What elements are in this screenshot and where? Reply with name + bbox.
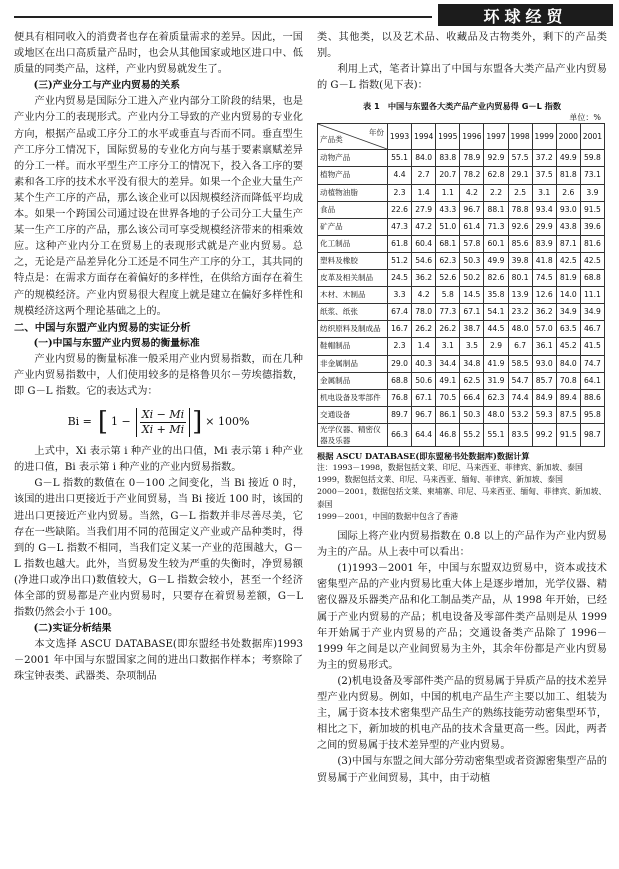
gl-value-cell: 91.5 [580, 201, 604, 218]
gl-value-cell: 13.9 [508, 287, 532, 304]
paragraph: 本文选择 ASCU DATABASE(即东盟经书处数据库)1993－2001 年中国与东盟国家之间的进出口数据作样本；考察除了珠宝钟表类、武器类、杂项制品 [14, 639, 303, 683]
gl-value-cell: 98.7 [580, 423, 604, 446]
product-category-cell: 食品 [318, 201, 388, 218]
product-category-cell: 鞋帽制品 [318, 338, 388, 355]
gl-value-cell: 4.2 [412, 287, 436, 304]
gl-value-cell: 35.8 [484, 287, 508, 304]
gl-value-cell: 99.2 [532, 423, 556, 446]
gl-value-cell: 66.3 [388, 423, 412, 446]
gl-value-cell: 83.5 [508, 423, 532, 446]
product-category-cell: 矿产品 [318, 218, 388, 235]
gl-value-cell: 83.9 [532, 235, 556, 252]
table-row [318, 201, 605, 218]
gl-value-cell: 47.2 [412, 218, 436, 235]
gl-value-cell: 73.1 [580, 167, 604, 184]
paragraph: (2)机电设备及零部件类产品的贸易属于异质产品的技术差异型产业内贸易。例如，中国的机电产品生产主要以加工、组装为主，属于资本技术密集型产品生产的熟练技能劳动密集型环节，相比之下，新加坡的机电产品的技术含量更高一些。因此，两者之间的贸易属于技术差异型的产业内贸易。 [317, 675, 607, 752]
gl-value-cell: 59.8 [580, 150, 604, 167]
gl-value-cell: 88.6 [580, 389, 604, 406]
gl-value-cell: 49.9 [556, 150, 580, 167]
gl-value-cell: 3.1 [532, 184, 556, 201]
table-note: 2000－2001，数据包括文莱、柬埔寨、印尼、马来西亚、缅甸、菲律宾、新加坡、泰国 [317, 487, 607, 509]
gl-value-cell: 48.0 [484, 406, 508, 423]
gl-value-cell: 83.8 [436, 150, 460, 167]
gl-value-cell: 6.7 [508, 338, 532, 355]
gl-value-cell: 36.2 [532, 304, 556, 321]
gl-value-cell: 84.9 [532, 389, 556, 406]
product-category-cell: 动物产品 [318, 150, 388, 167]
gl-value-cell: 44.5 [484, 321, 508, 338]
gl-value-cell: 81.9 [556, 270, 580, 287]
gl-value-cell: 61.4 [460, 218, 484, 235]
gl-value-cell: 53.2 [508, 406, 532, 423]
paragraph: 便具有相同收入的消费者也存在着质量需求的差异。因此，一国或地区在出口高质量产品时，也会从其他国家或地区进口中、低质量的同类产品，这样，产业内贸易就发生了。 [14, 32, 303, 76]
gl-value-cell: 62.5 [460, 372, 484, 389]
table-row [318, 218, 605, 235]
gl-value-cell: 93.0 [556, 201, 580, 218]
gl-index-formula [14, 400, 303, 444]
paragraph: 国际上将产业内贸易指数在 0.8 以上的产品作为产业内贸易为主的产品。从上表中可以看出： [317, 531, 607, 559]
table-year-header: 1993 [388, 124, 412, 150]
product-category-cell: 光学仪器、精密仪器及乐器 [318, 423, 388, 446]
formula-fraction [136, 408, 190, 437]
table-year-header: 2000 [556, 124, 580, 150]
gl-value-cell: 54.6 [412, 252, 436, 269]
table-row [318, 372, 605, 389]
gl-value-cell: 93.0 [532, 355, 556, 372]
formula-bracket-close: ] [192, 407, 203, 438]
table-header-row [318, 124, 605, 150]
gl-value-cell: 88.1 [484, 201, 508, 218]
gl-value-cell: 62.3 [436, 252, 460, 269]
gl-value-cell: 5.8 [436, 287, 460, 304]
product-category-cell: 纸浆、纸张 [318, 304, 388, 321]
product-category-cell: 皮革及相关制品 [318, 270, 388, 287]
table-note: 1999，数据包括文莱、印尼、马来西亚、缅甸、菲律宾、新加坡、泰国 [317, 475, 563, 485]
gl-value-cell: 57.5 [508, 150, 532, 167]
table-row [318, 184, 605, 201]
table-note: 1999－2001，中国的数据中包含了香港 [317, 511, 459, 521]
gl-value-cell: 50.6 [412, 372, 436, 389]
table-note: 注：1993－1998，数据包括文莱、印尼、马来西亚、菲律宾、新加坡、泰国 [317, 463, 583, 473]
gl-value-cell: 71.3 [484, 218, 508, 235]
gl-value-cell: 67.1 [412, 389, 436, 406]
gl-value-cell: 2.9 [484, 338, 508, 355]
gl-value-cell: 40.3 [412, 355, 436, 372]
gl-value-cell: 51.0 [436, 218, 460, 235]
gl-value-cell: 36.2 [412, 270, 436, 287]
gl-value-cell: 16.7 [388, 321, 412, 338]
formula-percent: × 100% [205, 415, 250, 429]
gl-value-cell: 74.5 [532, 270, 556, 287]
left-column [14, 30, 303, 686]
subsection-heading-2: (二)实证分析结果 [33, 623, 112, 635]
gl-value-cell: 68.8 [580, 270, 604, 287]
gl-value-cell: 4.4 [388, 167, 412, 184]
gl-value-cell: 3.3 [388, 287, 412, 304]
gl-value-cell: 3.1 [436, 338, 460, 355]
gl-value-cell: 38.7 [460, 321, 484, 338]
corner-label-year: 年份 [368, 128, 384, 138]
gl-value-cell: 91.5 [556, 423, 580, 446]
gl-value-cell: 26.2 [436, 321, 460, 338]
gl-value-cell: 86.1 [436, 406, 460, 423]
gl-value-cell: 45.2 [556, 338, 580, 355]
gl-value-cell: 51.2 [388, 252, 412, 269]
product-category-cell: 塑料及橡胶 [318, 252, 388, 269]
gl-value-cell: 31.9 [484, 372, 508, 389]
gl-value-cell: 3.5 [460, 338, 484, 355]
gl-value-cell: 50.3 [460, 406, 484, 423]
gl-value-cell: 77.3 [436, 304, 460, 321]
table-body [318, 150, 605, 447]
gl-value-cell: 2.5 [508, 184, 532, 201]
subsection-heading-3: (三)产业分工与产业内贸易的关系 [33, 80, 181, 92]
gl-value-cell: 96.7 [460, 201, 484, 218]
gl-value-cell: 29.1 [508, 167, 532, 184]
gl-value-cell: 2.7 [412, 167, 436, 184]
table-year-header: 1995 [436, 124, 460, 150]
journal-section-badge: 环球经贸 [438, 4, 613, 26]
table-row [318, 235, 605, 252]
table-year-header: 1998 [508, 124, 532, 150]
header-rule [14, 16, 432, 18]
paragraph: (1)1993－2001 年，中国与东盟双边贸易中，资本或技术密集型产品的产业内贸易比重大体上是逐步增加，光学仪器、精密仪器及乐器类产品和化工制品类产品，从 1998 年开始，已经属于产业内贸易的产品；机电设备及零部件类产品则是从 1999 年开始属于产业内贸易的产品；交通设备类产品除了 1996－1999 年之间是以产业间贸易为主外，其余年份都是产业内贸易为主的贸易形式。 [317, 563, 607, 671]
gl-value-cell: 68.8 [388, 372, 412, 389]
gl-value-cell: 64.4 [412, 423, 436, 446]
gl-value-cell: 66.4 [460, 389, 484, 406]
gl-value-cell: 92.6 [508, 218, 532, 235]
table-year-header: 1994 [412, 124, 436, 150]
paragraph: G－L 指数的数值在 0－100 之间变化，当 Bi 接近 0 时，该国的进出口更接近于产业间贸易，当 Bi 接近 100 时，该国的进出口更接近产业内贸易。当然，G－L 指数并非尽善尽美，它存在一些缺陷。当我们用不同的范围定义产业或产品种类时，得到的 G－L 指数不相同，当我们定义某一产业的范围越大，G－L 指数也越大。此外，当贸易发生较为严重的失衡时，净贸易额(净进口或净出口)数值较大，G－L 指数会较小，甚至一个经济体全部的贸易都是产业内贸易时，只要存在着贸易差额，G－L 指数仍然会小于 100。 [14, 478, 303, 619]
product-category-cell: 纺织原料及制成品 [318, 321, 388, 338]
gl-value-cell: 4.2 [460, 184, 484, 201]
gl-value-cell: 67.4 [388, 304, 412, 321]
gl-value-cell: 2.6 [556, 184, 580, 201]
gl-value-cell: 34.9 [580, 304, 604, 321]
gl-value-cell: 60.4 [412, 235, 436, 252]
product-category-cell: 交通设备 [318, 406, 388, 423]
gl-value-cell: 87.5 [556, 406, 580, 423]
gl-value-cell: 68.1 [436, 235, 460, 252]
gl-value-cell: 50.3 [460, 252, 484, 269]
gl-value-cell: 64.1 [580, 372, 604, 389]
paragraph: 产业内贸易是国际分工进入产业内部分工阶段的结果，也是产业内分工的表现形式。产业内分工导致的产业内贸易的专业化方向，根据产品或工序分工的水平或垂直与否而不同。垂直型生产工序分工情况下，国际贸易的专业化方向与基于要素禀赋差异的分工一样。而水平型生产工序分工的情况下，投入各工序的要素和各工序的技术水平没有很大的差异。如果一个企业大量生产某个生产工序的产品，那么该企业可以因规模经济而降低平均成本。如果一个跨国公司通过设在世界各地的子公司分工大量生产某一生产工序的产品，那么该公司可享受规模经济带来的相乘效应。这种产业内分工在贸易上的表现形式就是产业内贸易。总之，无论是产品差异化分工还是不同生产工序的分工，其共同的特点是：在需求方面存在着偏好的多样性，在供给方面存在着生产的规模经济。产业内贸易很大程度上就是建立在偏好多样性和规模经济这两个理论基础之上的。 [14, 96, 303, 317]
table-row [318, 406, 605, 423]
paragraph: 利用上式，笔者计算出了中国与东盟各大类产品产业内贸易的 G－L 指数(见下表)： [317, 64, 607, 92]
product-category-cell: 木材、木制品 [318, 287, 388, 304]
gl-value-cell: 58.5 [508, 355, 532, 372]
gl-index-table [317, 123, 605, 447]
gl-value-cell: 74.7 [580, 355, 604, 372]
table-row [318, 338, 605, 355]
formula-bracket-open: [ [97, 407, 109, 438]
table-row [318, 304, 605, 321]
gl-value-cell: 93.4 [532, 201, 556, 218]
gl-value-cell: 70.8 [556, 372, 580, 389]
gl-value-cell: 39.6 [580, 218, 604, 235]
gl-value-cell: 23.2 [508, 304, 532, 321]
table-row [318, 321, 605, 338]
gl-value-cell: 2.3 [388, 338, 412, 355]
gl-value-cell: 62.8 [484, 167, 508, 184]
gl-value-cell: 43.8 [556, 218, 580, 235]
product-category-cell: 金属制品 [318, 372, 388, 389]
gl-value-cell: 78.0 [412, 304, 436, 321]
table-row [318, 167, 605, 184]
formula-one: 1 − [111, 415, 131, 429]
gl-value-cell: 41.9 [484, 355, 508, 372]
gl-value-cell: 67.1 [460, 304, 484, 321]
gl-value-cell: 55.1 [484, 423, 508, 446]
gl-value-cell: 29.0 [388, 355, 412, 372]
table-year-header: 1997 [484, 124, 508, 150]
gl-value-cell: 37.5 [532, 167, 556, 184]
gl-value-cell: 82.6 [484, 270, 508, 287]
gl-value-cell: 46.7 [580, 321, 604, 338]
gl-value-cell: 50.2 [460, 270, 484, 287]
gl-value-cell: 1.4 [412, 184, 436, 201]
gl-value-cell: 41.8 [532, 252, 556, 269]
gl-value-cell: 80.1 [508, 270, 532, 287]
formula-numerator: Xi − Mi [141, 407, 185, 421]
gl-value-cell: 11.1 [580, 287, 604, 304]
table-corner-cell [318, 124, 388, 150]
gl-value-cell: 14.0 [556, 287, 580, 304]
gl-value-cell: 55.2 [460, 423, 484, 446]
gl-value-cell: 12.6 [532, 287, 556, 304]
gl-value-cell: 26.2 [412, 321, 436, 338]
gl-value-cell: 52.6 [436, 270, 460, 287]
gl-value-cell: 89.7 [388, 406, 412, 423]
gl-value-cell: 1.1 [436, 184, 460, 201]
gl-value-cell: 34.9 [556, 304, 580, 321]
gl-value-cell: 81.6 [580, 235, 604, 252]
table-source: 根据 ASCU DATABASE(即东盟秘书处数据库)数据计算 [317, 450, 530, 461]
gl-value-cell: 59.3 [532, 406, 556, 423]
gl-value-cell: 85.6 [508, 235, 532, 252]
gl-value-cell: 49.9 [484, 252, 508, 269]
gl-value-cell: 34.4 [436, 355, 460, 372]
gl-value-cell: 49.1 [436, 372, 460, 389]
gl-value-cell: 57.0 [532, 321, 556, 338]
gl-value-cell: 27.9 [412, 201, 436, 218]
gl-value-cell: 70.5 [436, 389, 460, 406]
paragraph: (3)中国与东盟之间大部分劳动密集型或者资源密集型产品的贸易属于产业间贸易，其中，由于动植 [317, 756, 607, 784]
gl-value-cell: 55.1 [388, 150, 412, 167]
table-caption: 表 1 中国与东盟各大类产品产业内贸易得 G－L 指数 [362, 101, 562, 112]
gl-value-cell: 85.7 [532, 372, 556, 389]
table-row [318, 270, 605, 287]
gl-value-cell: 62.3 [484, 389, 508, 406]
table-year-header: 2001 [580, 124, 604, 150]
gl-value-cell: 2.3 [388, 184, 412, 201]
product-category-cell: 机电设备及零部件 [318, 389, 388, 406]
gl-value-cell: 61.8 [388, 235, 412, 252]
paragraph: 产业内贸易的衡量标准一般采用产业内贸易指数，而在几种产业内贸易指数中，人们使用较多的是格鲁贝尔－劳埃德指数，即 G－L 指数。它的表达式为： [14, 353, 303, 398]
formula-lhs: Bi = [67, 415, 92, 429]
gl-value-cell: 47.3 [388, 218, 412, 235]
table-row [318, 355, 605, 372]
corner-label-category: 产品类 [320, 135, 343, 145]
gl-value-cell: 87.1 [556, 235, 580, 252]
paragraph: 上式中，Xi 表示第 i 种产业的出口值，Mi 表示第 i 种产业的进口值，Bi 表示第 i 种产业的产业内贸易指数。 [14, 446, 303, 474]
gl-value-cell: 76.8 [388, 389, 412, 406]
table-row [318, 252, 605, 269]
gl-value-cell: 95.8 [580, 406, 604, 423]
gl-value-cell: 1.4 [412, 338, 436, 355]
paragraph: 类、其他类，以及艺术品、收藏品及古物类外，剩下的产品类别。 [317, 32, 607, 60]
gl-value-cell: 36.1 [532, 338, 556, 355]
gl-value-cell: 34.8 [460, 355, 484, 372]
gl-value-cell: 74.4 [508, 389, 532, 406]
gl-value-cell: 63.5 [556, 321, 580, 338]
gl-value-cell: 22.6 [388, 201, 412, 218]
table-year-header: 1996 [460, 124, 484, 150]
gl-value-cell: 84.0 [412, 150, 436, 167]
product-category-cell: 植物产品 [318, 167, 388, 184]
gl-value-cell: 37.2 [532, 150, 556, 167]
gl-value-cell: 39.8 [508, 252, 532, 269]
product-category-cell: 动植物油脂 [318, 184, 388, 201]
gl-value-cell: 3.9 [580, 184, 604, 201]
gl-value-cell: 92.9 [484, 150, 508, 167]
table-row [318, 389, 605, 406]
section-heading: 二、中国与东盟产业内贸易的实证分析 [14, 321, 191, 334]
gl-value-cell: 29.9 [532, 218, 556, 235]
gl-value-cell: 78.8 [508, 201, 532, 218]
gl-value-cell: 54.7 [508, 372, 532, 389]
gl-value-cell: 78.9 [460, 150, 484, 167]
gl-value-cell: 89.4 [556, 389, 580, 406]
table-unit: 单位：% [569, 113, 601, 123]
gl-value-cell: 20.7 [436, 167, 460, 184]
gl-value-cell: 42.5 [556, 252, 580, 269]
gl-value-cell: 84.0 [556, 355, 580, 372]
gl-value-cell: 24.5 [388, 270, 412, 287]
gl-value-cell: 78.2 [460, 167, 484, 184]
gl-value-cell: 48.0 [508, 321, 532, 338]
product-category-cell: 非金属制品 [318, 355, 388, 372]
gl-value-cell: 2.2 [484, 184, 508, 201]
gl-value-cell: 57.8 [460, 235, 484, 252]
right-column [317, 30, 607, 787]
product-category-cell: 化工制品 [318, 235, 388, 252]
gl-value-cell: 41.5 [580, 338, 604, 355]
gl-value-cell: 43.3 [436, 201, 460, 218]
table-row [318, 287, 605, 304]
gl-value-cell: 96.7 [412, 406, 436, 423]
table-row [318, 423, 605, 446]
subsection-heading-1: (一)中国与东盟产业内贸易的衡量标准 [33, 337, 200, 349]
formula-denominator: Xi + Mi [141, 422, 185, 436]
gl-value-cell: 14.5 [460, 287, 484, 304]
table-year-header: 1999 [532, 124, 556, 150]
gl-value-cell: 42.5 [580, 252, 604, 269]
gl-value-cell: 81.8 [556, 167, 580, 184]
gl-value-cell: 54.1 [484, 304, 508, 321]
gl-value-cell: 46.8 [436, 423, 460, 446]
table-row [318, 150, 605, 167]
gl-value-cell: 60.1 [484, 235, 508, 252]
